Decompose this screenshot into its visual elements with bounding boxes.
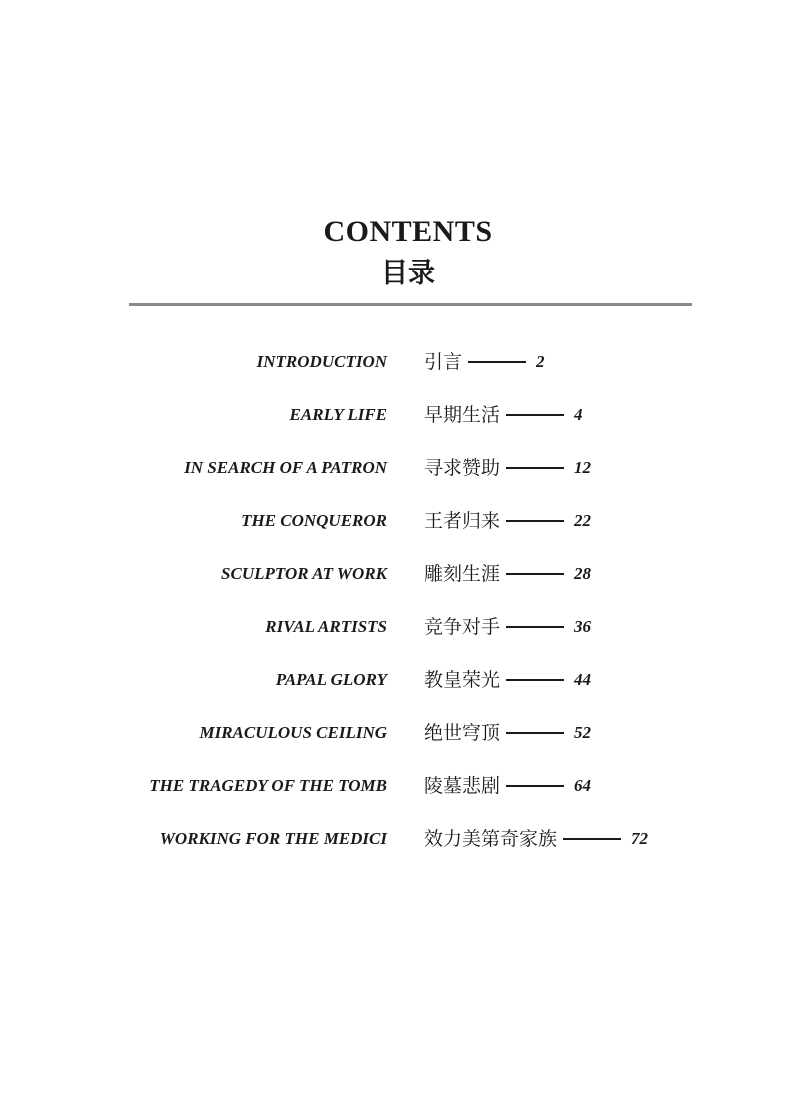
- toc-entry-rival-artists[interactable]: [0, 601, 790, 654]
- leader-line: [468, 361, 526, 363]
- toc-entry-title-chinese: 引言: [424, 351, 463, 373]
- toc-entry-title-chinese: 雕刻生涯: [424, 563, 501, 585]
- leader-line: [506, 626, 564, 628]
- leader-line: [506, 785, 564, 787]
- toc-page-number: 4: [574, 405, 583, 424]
- leader-line: [506, 467, 564, 469]
- toc-entry-introduction[interactable]: [0, 336, 790, 389]
- toc-entry-title: RIVAL ARTISTS: [265, 617, 387, 636]
- toc-entry-miraculous-ceiling[interactable]: [0, 707, 790, 760]
- toc-page-number: 28: [574, 564, 592, 583]
- toc-page-number: 2: [536, 352, 545, 371]
- toc-entry-title-chinese: 竞争对手: [424, 616, 501, 638]
- table-of-contents: [0, 336, 790, 866]
- toc-entry-sculptor-at-work[interactable]: [0, 548, 790, 601]
- leader-line: [563, 838, 621, 840]
- toc-entry-title: EARLY LIFE: [289, 405, 387, 424]
- toc-entry-title: WORKING FOR THE MEDICI: [159, 829, 387, 848]
- leader-line: [506, 520, 564, 522]
- toc-entry-title-chinese: 绝世穹顶: [424, 722, 501, 744]
- toc-entry-in-search-of-a-patron[interactable]: [0, 442, 790, 495]
- toc-entry-title-chinese: 王者归来: [424, 510, 501, 532]
- leader-line: [506, 573, 564, 575]
- leader-line: [506, 414, 564, 416]
- toc-entry-title-chinese: 寻求赞助: [424, 457, 501, 479]
- toc-page-number: 36: [574, 617, 592, 636]
- contents-title: CONTENTS: [323, 215, 493, 248]
- title-divider: [129, 303, 692, 306]
- toc-entry-title: MIRACULOUS CEILING: [199, 723, 387, 742]
- toc-entry-title-chinese: 效力美第奇家族: [424, 828, 558, 850]
- toc-entry-the-conqueror[interactable]: [0, 495, 790, 548]
- leader-line: [506, 679, 564, 681]
- contents-title-chinese: 目录: [381, 258, 435, 289]
- toc-page-number: 72: [631, 829, 649, 848]
- toc-entry-title: SCULPTOR AT WORK: [221, 564, 387, 583]
- toc-entry-title: THE CONQUEROR: [241, 511, 387, 530]
- toc-entry-title: THE TRAGEDY OF THE TOMB: [149, 776, 387, 795]
- toc-entry-papal-glory[interactable]: [0, 654, 790, 707]
- toc-entry-title: IN SEARCH OF A PATRON: [184, 458, 387, 477]
- toc-page-number: 22: [574, 511, 592, 530]
- toc-page-number: 64: [574, 776, 592, 795]
- toc-page-number: 52: [574, 723, 592, 742]
- leader-line: [506, 732, 564, 734]
- toc-page-number: 12: [574, 458, 592, 477]
- toc-entry-title-chinese: 教皇荣光: [424, 669, 501, 691]
- toc-entry-title-chinese: 陵墓悲剧: [424, 775, 501, 797]
- toc-entry-early-life[interactable]: [0, 389, 790, 442]
- toc-entry-working-for-the-medici[interactable]: [0, 813, 790, 866]
- toc-entry-title-chinese: 早期生活: [424, 404, 501, 426]
- toc-entry-the-tragedy-of-the-tomb[interactable]: [0, 760, 790, 813]
- toc-entry-title: PAPAL GLORY: [275, 670, 387, 689]
- toc-page-number: 44: [574, 670, 592, 689]
- toc-entry-title: INTRODUCTION: [256, 352, 387, 371]
